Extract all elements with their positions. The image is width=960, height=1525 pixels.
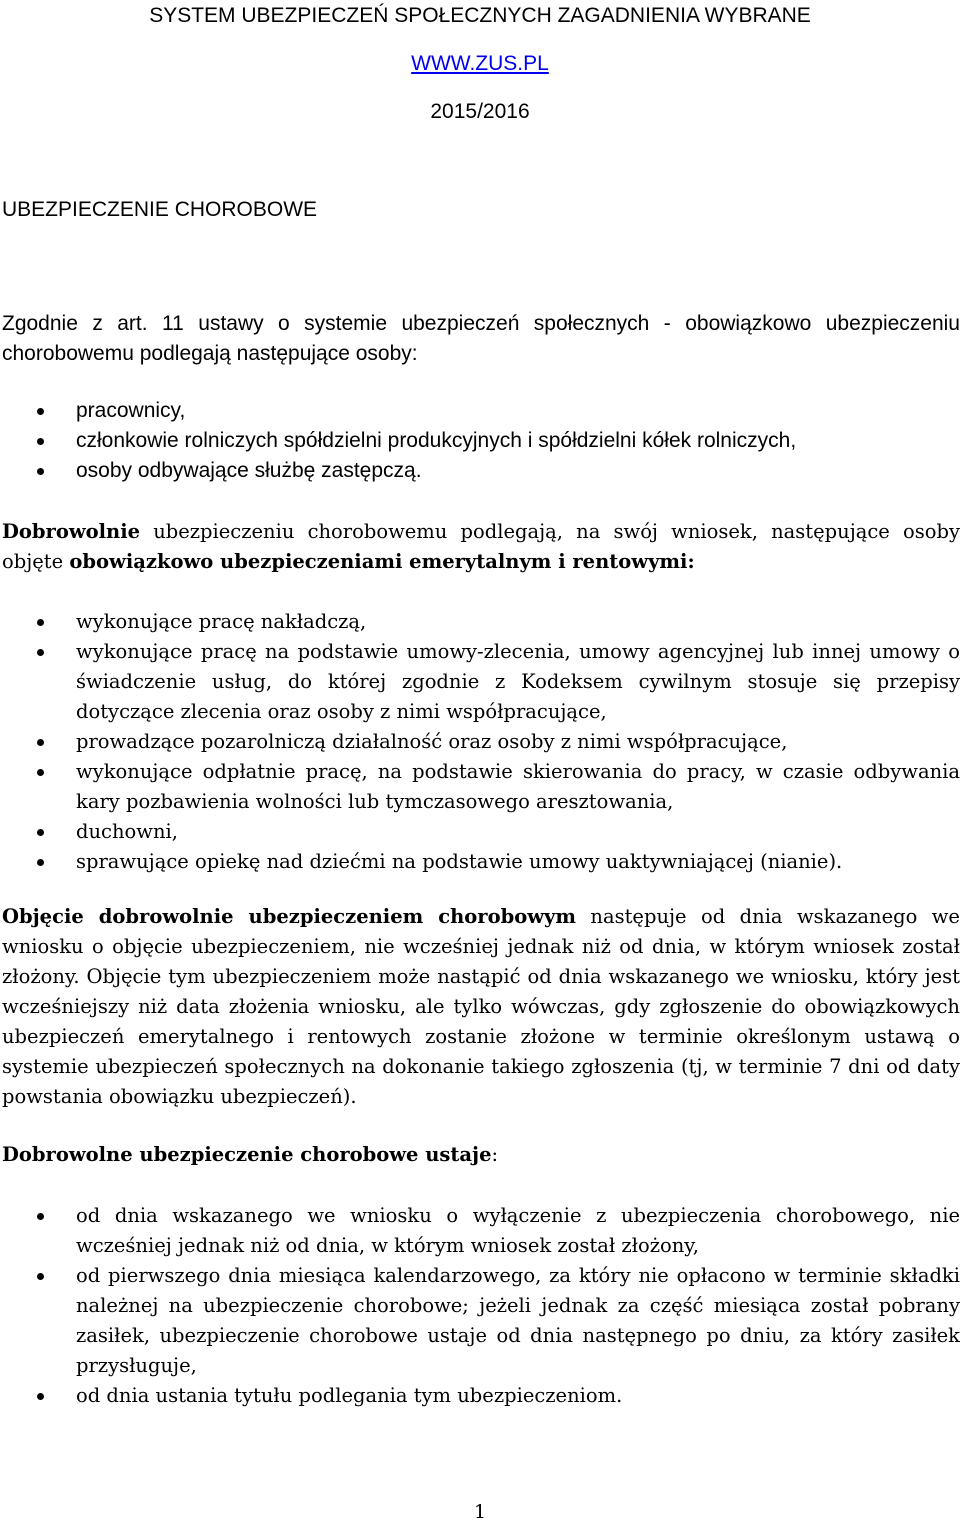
coverage-lead: Objęcie dobrowolnie ubezpieczeniem chorobowym: [2, 905, 576, 928]
bullet-icon: [37, 468, 44, 475]
bullet-icon: [37, 739, 44, 746]
list-item: [0, 1201, 960, 1261]
list-item-text: prowadzące pozarolniczą działalność oraz osoby z nimi współpracujące,: [76, 730, 788, 753]
list-item: [0, 727, 960, 757]
section-title: UBEZPIECZENIE CHOROBOWE: [2, 198, 318, 221]
intro-paragraph: Zgodnie z art. 11 ustawy o systemie ubezpieczeń społecznych - obowiązkowo ubezpieczeniu chorobowemu podlegają następujące osoby:: [2, 312, 960, 365]
list-item: [0, 637, 960, 727]
list-item-text: wykonujące odpłatnie pracę, na podstawie skierowania do pracy, w czasie odbywania kary pozbawienia wolności lub tymczasowego aresztowania,: [76, 760, 960, 813]
bullet-icon: [37, 1393, 44, 1400]
bullet-icon: [37, 438, 44, 445]
voluntary-insured-list: [0, 607, 960, 877]
voluntary-lead: Dobrowolnie: [2, 520, 141, 543]
bullet-icon: [37, 408, 44, 415]
list-item: [0, 817, 960, 847]
list-item-text: sprawujące opiekę nad dziećmi na podstawie umowy uaktywniającej (nianie).: [76, 850, 843, 873]
list-item-text: pracownicy,: [76, 399, 186, 422]
ends-list: [0, 1201, 960, 1411]
list-item: [0, 1261, 960, 1381]
bullet-icon: [37, 1273, 44, 1280]
list-item-text: od dnia wskazanego we wniosku o wyłączenie z ubezpieczenia chorobowego, nie wcześniej jednak niż od dnia, w którym wniosek został złożony,: [76, 1204, 960, 1257]
list-item: [0, 847, 960, 877]
bullet-icon: [37, 649, 44, 656]
voluntary-tail: obowiązkowo ubezpieczeniami emerytalnym i rentowymi:: [69, 550, 695, 573]
academic-year: 2015/2016: [430, 100, 530, 123]
list-item: [0, 456, 945, 486]
bullet-icon: [37, 829, 44, 836]
bullet-icon: [37, 619, 44, 626]
bullet-icon: [37, 859, 44, 866]
zus-website-link-row: [0, 50, 960, 78]
list-item: [0, 396, 945, 426]
coverage-paragraph: [2, 902, 960, 1112]
voluntary-paragraph: [2, 517, 960, 577]
list-item-text: osoby odbywające służbę zastępczą.: [76, 459, 422, 482]
mandatory-insured-list: [0, 396, 945, 486]
bullet-icon: [37, 769, 44, 776]
list-item-text: wykonujące pracę nakładczą,: [76, 610, 367, 633]
list-item-text: od dnia ustania tytułu podlegania tym ubezpieczeniom.: [76, 1384, 623, 1407]
list-item-text: od pierwszego dnia miesiąca kalendarzowego, za który nie opłacono w terminie składki należnej na ubezpieczenie chorobowe; jeżeli jednak za część miesiąca został pobrany zasiłek, ubezpieczenie chorobowe ustaje od dnia następnego po dniu, za który zasiłek przysługuje,: [76, 1264, 960, 1377]
bullet-icon: [37, 1213, 44, 1220]
list-item: [0, 1381, 960, 1411]
list-item-text: wykonujące pracę na podstawie umowy-zlecenia, umowy agencyjnej lub innej umowy o świadczenie usług, do której zgodnie z Kodeksem cywilnym stosuje się przepisy dotyczące zlecenia oraz osoby z nimi współpracujące,: [76, 640, 960, 723]
coverage-text: następuje od dnia wskazanego we wniosku o objęcie ubezpieczeniem, nie wcześniej jednak niż od dnia, w którym wniosek został złożony. Objęcie tym ubezpieczeniem może nastąpić od dnia wskazanego we wniosku, który jest wcześniejszy niż data złożenia wniosku, ale tylko wówczas, gdy zgłoszenie do obowiązkowych ubezpieczeń emerytalnego i rentowych zostanie złożone w terminie określonym ustawą o systemie ubezpieczeń społecznych na dokonanie takiego zgłoszenia (tj, w terminie 7 dni od daty powstania obowiązku ubezpieczeń).: [2, 905, 960, 1108]
document-header-title: SYSTEM UBEZPIECZEŃ SPOŁECZNYCH ZAGADNIENIA WYBRANE: [149, 4, 811, 27]
list-item-text: duchowni,: [76, 820, 178, 843]
list-item-text: członkowie rolniczych spółdzielni produkcyjnych i spółdzielni kółek rolniczych,: [76, 429, 797, 452]
ends-heading: [2, 1140, 960, 1170]
list-item: [0, 426, 945, 456]
zus-website-link[interactable]: WWW.ZUS.PL: [411, 52, 549, 75]
ends-colon: :: [491, 1143, 499, 1166]
voluntary-middle: ubezpieczeniu chorobowemu podlegają, na swój wniosek, następujące osoby objęte: [2, 520, 960, 573]
list-item: [0, 607, 960, 637]
ends-lead: Dobrowolne ubezpieczenie chorobowe ustaje: [2, 1143, 492, 1166]
page-number: 1: [473, 1501, 487, 1523]
list-item: [0, 757, 960, 817]
